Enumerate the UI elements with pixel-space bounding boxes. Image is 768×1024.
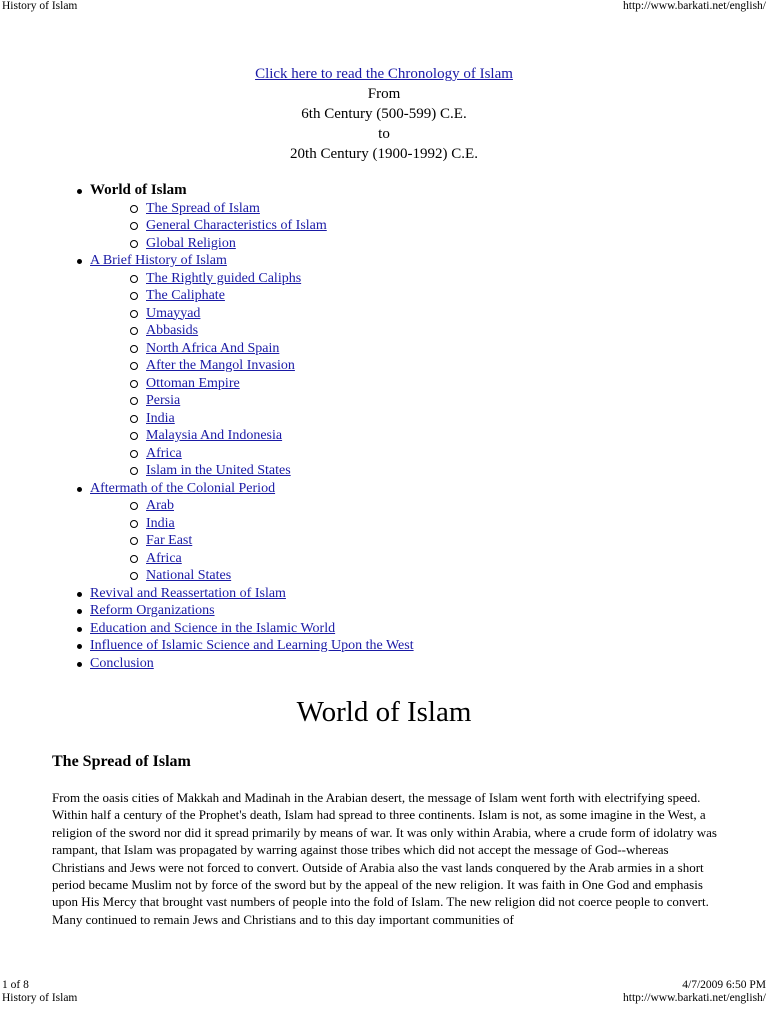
- intro-start-century: 6th Century (500-599) C.E.: [301, 106, 467, 122]
- print-header: [0, 0, 768, 13]
- toc-link-education[interactable]: Education and Science in the Islamic World: [90, 620, 336, 636]
- print-header-title: History of Islam: [2, 0, 78, 12]
- list-item: [128, 410, 414, 428]
- chronology-link[interactable]: Click here to read the Chronology of Islam: [255, 66, 513, 82]
- list-item: [128, 200, 414, 218]
- list-item: [128, 357, 414, 375]
- list-item: [128, 550, 414, 568]
- list-item: [128, 567, 414, 585]
- toc-link-persia[interactable]: Persia: [146, 393, 181, 408]
- list-item: [128, 532, 414, 550]
- subsection-heading: The Spread of Islam: [52, 753, 191, 770]
- toc-link-conclusion[interactable]: Conclusion: [90, 655, 154, 671]
- print-footer: [0, 979, 768, 1005]
- toc-aftermath-sublist: [90, 497, 414, 585]
- toc-link-brief-history[interactable]: A Brief History of Islam: [90, 253, 227, 268]
- toc-item-education: [72, 620, 414, 638]
- toc-link-mangol-invasion[interactable]: After the Mangol Invasion: [146, 358, 295, 373]
- list-item: [128, 287, 414, 305]
- toc-link-general-characteristics[interactable]: General Characteristics of Islam: [146, 218, 327, 233]
- toc-item-brief-history: [72, 252, 414, 480]
- toc-link-umayyad[interactable]: Umayyad: [146, 305, 201, 321]
- list-item: [128, 427, 414, 445]
- toc-link-rightly-guided-caliphs[interactable]: The Rightly guided Caliphs: [146, 270, 302, 286]
- toc-link-national-states[interactable]: National States: [146, 568, 232, 583]
- list-item: [128, 305, 414, 323]
- toc-link-africa[interactable]: Africa: [146, 445, 182, 461]
- print-datetime: 4/7/2009 6:50 PM: [682, 979, 766, 991]
- toc-link-caliphate[interactable]: The Caliphate: [146, 288, 225, 303]
- toc-link-islam-united-states[interactable]: Islam in the United States: [146, 463, 291, 478]
- toc-link-reform[interactable]: Reform Organizations: [90, 603, 215, 618]
- toc-link-global-religion[interactable]: Global Religion: [146, 235, 236, 251]
- toc-world-of-islam-label: World of Islam: [90, 182, 187, 198]
- list-item: [128, 340, 414, 358]
- list-item: [128, 217, 414, 235]
- intro-from: From: [367, 86, 401, 102]
- list-item: [128, 392, 414, 410]
- toc-item-influence: [72, 637, 414, 655]
- toc-item-conclusion: [72, 655, 414, 673]
- toc-link-north-africa-spain[interactable]: North Africa And Spain: [146, 340, 280, 356]
- toc-item-world-of-islam: [72, 182, 414, 252]
- list-item: [128, 235, 414, 253]
- toc-link-spread-of-islam[interactable]: The Spread of Islam: [146, 200, 260, 216]
- toc-link-influence[interactable]: Influence of Islamic Science and Learning Upon the West: [90, 638, 414, 653]
- body-paragraph: From the oasis cities of Makkah and Madinah in the Arabian desert, the message of Islam went forth with electrifying speed. Within half a century of the Prophet's death, Islam had spread to three continents. Islam is not, as some imagine in the West, a religion of the sword nor did it spread primarily by means of war. It was only within Arabia, where a crude form of idolatry was rampant, that Islam was propagated by warring against those tribes which did not accept the message of God--whereas Christians and Jews were not forced to convert. Outside of Arabia also the vast lands conquered by the Arab armies in a short period became Muslim not by force of the sword but by the appeal of the new religion. It was faith in One God and emphasis upon His Mercy that brought vast numbers of people into the fold of Islam. The new religion did not coerce people to convert. Many continued to remain Jews and Christians and to this day important communities of: [52, 790, 717, 927]
- toc-brief-sublist: [90, 270, 414, 480]
- intro-end-century: 20th Century (1900-1992) C.E.: [290, 146, 478, 162]
- toc-item-reform: [72, 602, 414, 620]
- list-item: [128, 515, 414, 533]
- toc-link-india[interactable]: India: [146, 410, 175, 426]
- print-page-number: 1 of 8: [2, 979, 29, 991]
- toc-link-arab[interactable]: Arab: [146, 498, 174, 513]
- toc-link-aftermath-africa[interactable]: Africa: [146, 550, 182, 566]
- list-item: [128, 270, 414, 288]
- toc-link-revival[interactable]: Revival and Reassertation of Islam: [90, 585, 286, 601]
- chronology-intro: [0, 64, 768, 164]
- toc-link-malaysia-indonesia[interactable]: Malaysia And Indonesia: [146, 428, 283, 443]
- toc-item-aftermath: [72, 480, 414, 585]
- toc-link-abbasids[interactable]: Abbasids: [146, 323, 199, 338]
- toc-link-far-east[interactable]: Far East: [146, 533, 193, 548]
- toc-link-ottoman-empire[interactable]: Ottoman Empire: [146, 375, 240, 391]
- intro-to: to: [378, 126, 390, 142]
- toc-link-aftermath-india[interactable]: India: [146, 515, 175, 531]
- toc-item-revival: [72, 585, 414, 603]
- print-footer-url: http://www.barkati.net/english/: [623, 992, 766, 1004]
- list-item: [128, 375, 414, 393]
- list-item: [128, 462, 414, 480]
- print-header-url: http://www.barkati.net/english/: [623, 0, 766, 12]
- print-footer-title: History of Islam: [2, 992, 78, 1004]
- list-item: [128, 322, 414, 340]
- list-item: [128, 445, 414, 463]
- table-of-contents: [72, 182, 414, 672]
- toc-world-sublist: [90, 200, 414, 253]
- section-heading: World of Islam: [296, 696, 472, 728]
- list-item: [128, 497, 414, 515]
- toc-link-aftermath[interactable]: Aftermath of the Colonial Period: [90, 480, 276, 496]
